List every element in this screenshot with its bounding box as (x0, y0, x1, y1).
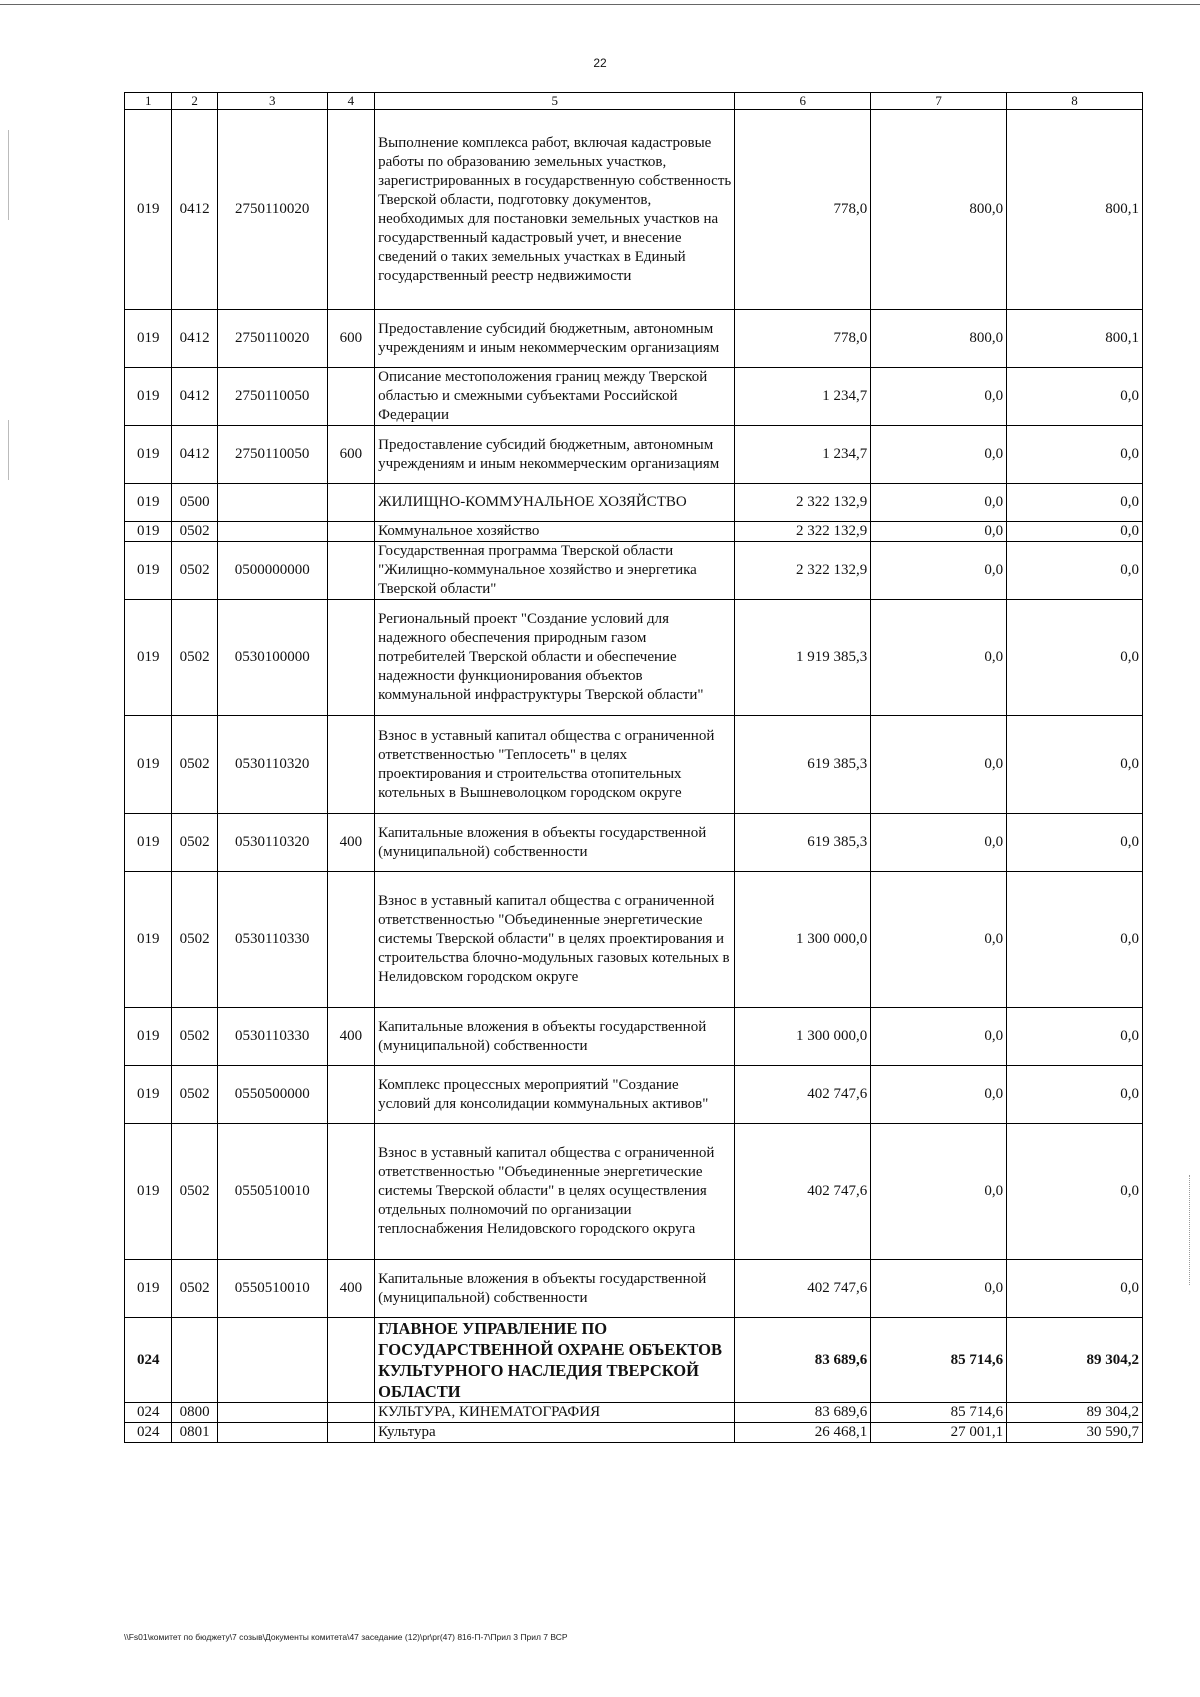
cell-amount-2025: 778,0 (735, 310, 871, 368)
top-rule (0, 4, 1200, 5)
cell-amount-2026: 0,0 (871, 542, 1007, 600)
cell-amount-2025: 26 468,1 (735, 1423, 871, 1443)
cell-name: Комплекс процессных мероприятий "Создание условий для консолидации коммунальных активов" (375, 1066, 735, 1124)
cell-vr-code (327, 1124, 374, 1260)
cell-vr-code (327, 872, 374, 1008)
cell-gr-code: 024 (125, 1403, 172, 1423)
table-row (125, 368, 1143, 426)
cell-section-code: 0502 (172, 542, 217, 600)
cell-vr-code (327, 368, 374, 426)
cell-amount-2026: 800,0 (871, 110, 1007, 310)
column-header: 2 (172, 93, 217, 110)
cell-vr-code (327, 110, 374, 310)
cell-amount-2026: 85 714,6 (871, 1318, 1007, 1403)
cell-vr-code (327, 716, 374, 814)
scan-margin-line (1189, 1175, 1190, 1285)
column-header: 1 (125, 93, 172, 110)
cell-section-code: 0502 (172, 716, 217, 814)
cell-target-code (217, 484, 327, 522)
cell-section-code: 0412 (172, 426, 217, 484)
cell-gr-code: 019 (125, 814, 172, 872)
cell-target-code: 2750110050 (217, 368, 327, 426)
column-header: 5 (375, 93, 735, 110)
cell-amount-2025: 1 234,7 (735, 426, 871, 484)
column-header: 3 (217, 93, 327, 110)
column-header: 7 (871, 93, 1007, 110)
cell-section-code: 0502 (172, 1124, 217, 1260)
cell-amount-2027: 89 304,2 (1007, 1318, 1143, 1403)
cell-name: Государственная программа Тверской области "Жилищно-коммунальное хозяйство и энергетика Тверской области" (375, 542, 735, 600)
cell-target-code: 0530110320 (217, 716, 327, 814)
cell-target-code (217, 522, 327, 542)
cell-amount-2027: 0,0 (1007, 1124, 1143, 1260)
table-row (125, 600, 1143, 716)
cell-amount-2026: 85 714,6 (871, 1403, 1007, 1423)
cell-amount-2027: 0,0 (1007, 522, 1143, 542)
cell-name: Выполнение комплекса работ, включая кадастровые работы по образованию земельных участков, зарегистрированных в государственную собственность Тверской области, подготовку документов, необходимых для постановки земельных участков на государственный кадастровый учет, и внесение сведений о таких земельных участках в Единый государственный реестр недвижимости (375, 110, 735, 310)
budget-table (124, 92, 1143, 1443)
cell-vr-code (327, 1403, 374, 1423)
cell-section-code: 0500 (172, 484, 217, 522)
cell-amount-2025: 83 689,6 (735, 1318, 871, 1403)
cell-amount-2025: 1 300 000,0 (735, 872, 871, 1008)
cell-section-code: 0502 (172, 600, 217, 716)
cell-amount-2026: 0,0 (871, 600, 1007, 716)
table-row (125, 1423, 1143, 1443)
cell-amount-2027: 0,0 (1007, 368, 1143, 426)
cell-section-code: 0502 (172, 872, 217, 1008)
cell-vr-code (327, 1318, 374, 1403)
cell-amount-2026: 0,0 (871, 426, 1007, 484)
cell-gr-code: 019 (125, 1008, 172, 1066)
table-row (125, 426, 1143, 484)
cell-amount-2027: 0,0 (1007, 600, 1143, 716)
cell-amount-2026: 0,0 (871, 522, 1007, 542)
cell-vr-code: 600 (327, 426, 374, 484)
cell-target-code: 2750110050 (217, 426, 327, 484)
cell-name: Капитальные вложения в объекты государственной (муниципальной) собственности (375, 1260, 735, 1318)
table-row (125, 110, 1143, 310)
cell-amount-2025: 1 919 385,3 (735, 600, 871, 716)
cell-gr-code: 019 (125, 872, 172, 1008)
cell-section-code: 0800 (172, 1403, 217, 1423)
column-header: 8 (1007, 93, 1143, 110)
cell-amount-2025: 619 385,3 (735, 716, 871, 814)
table-row (125, 1318, 1143, 1403)
cell-name: Капитальные вложения в объекты государственной (муниципальной) собственности (375, 1008, 735, 1066)
cell-name: Коммунальное хозяйство (375, 522, 735, 542)
cell-section-code: 0502 (172, 522, 217, 542)
cell-amount-2027: 0,0 (1007, 1066, 1143, 1124)
cell-gr-code: 019 (125, 1066, 172, 1124)
cell-vr-code (327, 484, 374, 522)
cell-amount-2026: 0,0 (871, 1008, 1007, 1066)
cell-amount-2027: 800,1 (1007, 310, 1143, 368)
cell-amount-2025: 1 234,7 (735, 368, 871, 426)
cell-amount-2027: 0,0 (1007, 716, 1143, 814)
table-row (125, 716, 1143, 814)
column-number-row (125, 93, 1143, 110)
cell-vr-code: 400 (327, 1008, 374, 1066)
cell-target-code: 0530110330 (217, 1008, 327, 1066)
cell-amount-2027: 89 304,2 (1007, 1403, 1143, 1423)
cell-amount-2026: 0,0 (871, 872, 1007, 1008)
cell-amount-2025: 1 300 000,0 (735, 1008, 871, 1066)
cell-amount-2026: 0,0 (871, 1066, 1007, 1124)
cell-section-code: 0801 (172, 1423, 217, 1443)
cell-amount-2027: 0,0 (1007, 1260, 1143, 1318)
cell-section-code: 0502 (172, 1066, 217, 1124)
table-row (125, 310, 1143, 368)
cell-section-code: 0502 (172, 1260, 217, 1318)
cell-gr-code: 019 (125, 1260, 172, 1318)
cell-amount-2026: 0,0 (871, 1260, 1007, 1318)
cell-amount-2025: 83 689,6 (735, 1403, 871, 1423)
cell-gr-code: 024 (125, 1318, 172, 1403)
cell-amount-2025: 402 747,6 (735, 1260, 871, 1318)
cell-gr-code: 019 (125, 368, 172, 426)
cell-name: Культура (375, 1423, 735, 1443)
cell-gr-code: 019 (125, 522, 172, 542)
cell-target-code: 0550500000 (217, 1066, 327, 1124)
cell-section-code: 0412 (172, 310, 217, 368)
column-header: 4 (327, 93, 374, 110)
cell-section-code: 0412 (172, 368, 217, 426)
cell-gr-code: 019 (125, 716, 172, 814)
table-row (125, 1008, 1143, 1066)
cell-amount-2027: 0,0 (1007, 1008, 1143, 1066)
cell-section-code: 0502 (172, 814, 217, 872)
table-row (125, 484, 1143, 522)
cell-amount-2026: 0,0 (871, 814, 1007, 872)
cell-name: Взнос в уставный капитал общества с ограниченной ответственностью "Теплосеть" в целях проектирования и строительства отопительных котельных в Вышневолоцком городском округе (375, 716, 735, 814)
cell-target-code: 2750110020 (217, 310, 327, 368)
cell-name: ГЛАВНОЕ УПРАВЛЕНИЕ ПО ГОСУДАРСТВЕННОЙ ОХРАНЕ ОБЪЕКТОВ КУЛЬТУРНОГО НАСЛЕДИЯ ТВЕРСКОЙ ОБЛАСТИ (375, 1318, 735, 1403)
cell-amount-2027: 0,0 (1007, 484, 1143, 522)
cell-name: КУЛЬТУРА, КИНЕМАТОГРАФИЯ (375, 1403, 735, 1423)
cell-amount-2027: 0,0 (1007, 542, 1143, 600)
cell-amount-2027: 30 590,7 (1007, 1423, 1143, 1443)
cell-name: Капитальные вложения в объекты государственной (муниципальной) собственности (375, 814, 735, 872)
cell-section-code: 0412 (172, 110, 217, 310)
cell-target-code: 2750110020 (217, 110, 327, 310)
cell-vr-code (327, 542, 374, 600)
cell-amount-2027: 800,1 (1007, 110, 1143, 310)
cell-name: Взнос в уставный капитал общества с ограниченной ответственностью "Объединенные энергетические системы Тверской области" в целях проектирования и строительства блочно-модульных газовых котельных в Нелидовском городском округе (375, 872, 735, 1008)
cell-name: Предоставление субсидий бюджетным, автономным учреждениям и иным некоммерческим организациям (375, 310, 735, 368)
cell-amount-2026: 0,0 (871, 368, 1007, 426)
cell-gr-code: 019 (125, 484, 172, 522)
cell-amount-2026: 0,0 (871, 484, 1007, 522)
cell-amount-2026: 800,0 (871, 310, 1007, 368)
cell-target-code (217, 1403, 327, 1423)
cell-target-code: 0550510010 (217, 1260, 327, 1318)
cell-amount-2025: 402 747,6 (735, 1124, 871, 1260)
cell-gr-code: 019 (125, 426, 172, 484)
cell-amount-2026: 0,0 (871, 716, 1007, 814)
table-row (125, 1066, 1143, 1124)
table-row (125, 872, 1143, 1008)
cell-amount-2027: 0,0 (1007, 426, 1143, 484)
cell-name: Описание местоположения границ между Тверской областью и смежными субъектами Российской Федерации (375, 368, 735, 426)
cell-gr-code: 019 (125, 110, 172, 310)
scan-margin-line (8, 130, 9, 220)
table-row (125, 542, 1143, 600)
scan-margin-line (8, 420, 9, 480)
cell-amount-2025: 778,0 (735, 110, 871, 310)
table-row (125, 1124, 1143, 1260)
cell-gr-code: 019 (125, 542, 172, 600)
cell-amount-2026: 27 001,1 (871, 1423, 1007, 1443)
cell-vr-code: 400 (327, 1260, 374, 1318)
cell-amount-2027: 0,0 (1007, 814, 1143, 872)
file-path-footer: \\Fs01\комитет по бюджету\7 созыв\Документы комитета\47 заседание (12)\pr\pr(47) 816-П-7\Прил 3 Прил 7 ВСР (124, 1632, 568, 1642)
cell-section-code: 0502 (172, 1008, 217, 1066)
cell-name: ЖИЛИЩНО-КОММУНАЛЬНОЕ ХОЗЯЙСТВО (375, 484, 735, 522)
cell-amount-2025: 619 385,3 (735, 814, 871, 872)
cell-amount-2027: 0,0 (1007, 872, 1143, 1008)
table-row (125, 1260, 1143, 1318)
cell-amount-2025: 2 322 132,9 (735, 522, 871, 542)
cell-target-code: 0530110330 (217, 872, 327, 1008)
column-header: 6 (735, 93, 871, 110)
cell-vr-code (327, 1423, 374, 1443)
cell-amount-2026: 0,0 (871, 1124, 1007, 1260)
cell-target-code: 0550510010 (217, 1124, 327, 1260)
table-row (125, 522, 1143, 542)
cell-name: Взнос в уставный капитал общества с ограниченной ответственностью "Объединенные энергетические системы Тверской области" в целях осуществления отдельных полномочий по организации теплоснабжения Нелидовского городского округа (375, 1124, 735, 1260)
cell-name: Региональный проект "Создание условий для надежного обеспечения природным газом потребителей Тверской области и обеспечение надежности функционирования объектов коммунальной инфраструктуры Тверской области" (375, 600, 735, 716)
cell-target-code: 0500000000 (217, 542, 327, 600)
cell-vr-code (327, 1066, 374, 1124)
cell-vr-code (327, 522, 374, 542)
cell-gr-code: 019 (125, 600, 172, 716)
cell-vr-code: 400 (327, 814, 374, 872)
cell-amount-2025: 2 322 132,9 (735, 542, 871, 600)
cell-gr-code: 019 (125, 1124, 172, 1260)
cell-vr-code: 600 (327, 310, 374, 368)
cell-target-code: 0530100000 (217, 600, 327, 716)
cell-gr-code: 024 (125, 1423, 172, 1443)
cell-amount-2025: 402 747,6 (735, 1066, 871, 1124)
cell-gr-code: 019 (125, 310, 172, 368)
cell-target-code (217, 1318, 327, 1403)
cell-target-code (217, 1423, 327, 1443)
cell-target-code: 0530110320 (217, 814, 327, 872)
table-row (125, 1403, 1143, 1423)
cell-vr-code (327, 600, 374, 716)
cell-name: Предоставление субсидий бюджетным, автономным учреждениям и иным некоммерческим организациям (375, 426, 735, 484)
page-number: 22 (593, 56, 607, 70)
cell-amount-2025: 2 322 132,9 (735, 484, 871, 522)
cell-section-code (172, 1318, 217, 1403)
table-row (125, 814, 1143, 872)
